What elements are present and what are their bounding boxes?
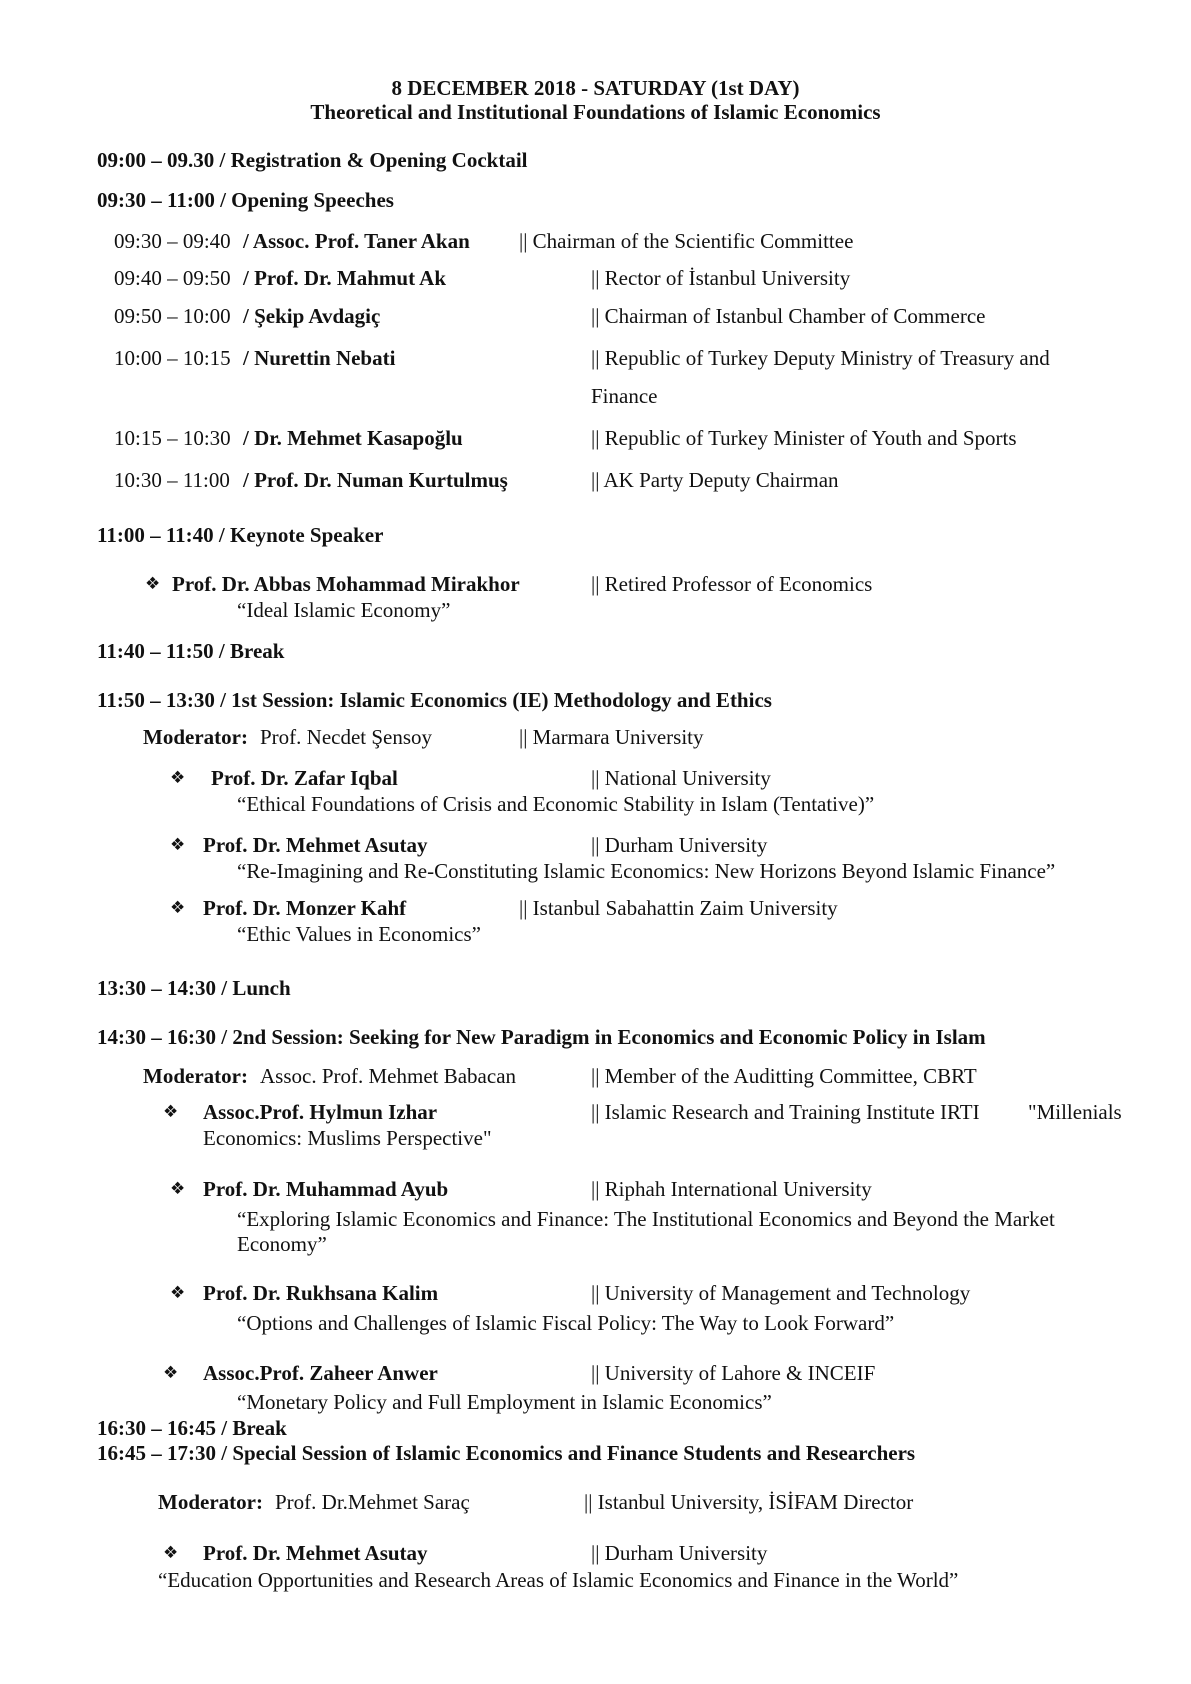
session2-heading: 14:30 – 16:30 / 2nd Session: Seeking for New Paradigm in Economics and Economic Policy in Islam <box>97 1025 986 1049</box>
talk-title: “Ethical Foundations of Crisis and Economic Stability in Islam (Tentative)” <box>237 792 875 816</box>
speech-speaker: / Şekip Avdagiç <box>243 304 381 328</box>
bullet-icon: ❖ <box>163 1543 179 1563</box>
special-session-heading: 16:45 – 17:30 / Special Session of Islamic Economics and Finance Students and Researchers <box>97 1441 916 1465</box>
day-theme: Theoretical and Institutional Foundations of Islamic Economics <box>310 100 881 124</box>
talk-affiliation: || Istanbul Sabahattin Zaim University <box>519 896 838 920</box>
talk-title: “Options and Challenges of Islamic Fiscal Policy: The Way to Look Forward” <box>237 1311 895 1335</box>
speech-time: 09:40 – 09:50 <box>114 266 231 290</box>
speech-role: || Republic of Turkey Deputy Ministry of Treasury and <box>591 346 1050 370</box>
keynote-speaker: Prof. Dr. Abbas Mohammad Mirakhor <box>172 572 520 596</box>
bullet-icon: ❖ <box>170 835 186 855</box>
moderator-name: Assoc. Prof. Mehmet Babacan <box>260 1064 517 1088</box>
speech-speaker: / Prof. Dr. Numan Kurtulmuş <box>243 468 508 492</box>
talk-speaker: Prof. Dr. Rukhsana Kalim <box>203 1281 439 1305</box>
bullet-icon: ❖ <box>163 1102 179 1122</box>
speech-time: 10:15 – 10:30 <box>114 426 231 450</box>
moderator-name: Prof. Necdet Şensoy <box>260 725 433 749</box>
speech-speaker: / Dr. Mehmet Kasapoğlu <box>243 426 463 450</box>
talk-speaker: Prof. Dr. Monzer Kahf <box>203 896 407 920</box>
moderator-label: Moderator: <box>143 1064 248 1088</box>
keynote-heading: 11:00 – 11:40 / Keynote Speaker <box>97 523 384 547</box>
talk-affiliation: || National University <box>591 766 771 790</box>
speech-time: 09:50 – 10:00 <box>114 304 231 328</box>
session1-heading: 11:50 – 13:30 / 1st Session: Islamic Economics (IE) Methodology and Ethics <box>97 688 772 712</box>
talk-affiliation: || Riphah International University <box>591 1177 872 1201</box>
moderator-name: Prof. Dr.Mehmet Saraç <box>275 1490 470 1514</box>
speech-time: 10:30 – 11:00 <box>114 468 230 492</box>
speech-role: || Rector of İstanbul University <box>591 266 851 290</box>
keynote-affiliation: || Retired Professor of Economics <box>591 572 873 596</box>
talk-title: “Ethic Values in Economics” <box>237 922 481 946</box>
moderator-label: Moderator: <box>158 1490 263 1514</box>
speech-speaker: / Nurettin Nebati <box>243 346 396 370</box>
speech-role: || Chairman of the Scientific Committee <box>519 229 854 253</box>
talk-title: “Education Opportunities and Research Areas of Islamic Economics and Finance in the World” <box>158 1568 959 1592</box>
talk-affiliation: || University of Lahore & INCEIF <box>591 1361 876 1385</box>
talk-speaker: Assoc.Prof. Zaheer Anwer <box>203 1361 438 1385</box>
talk-speaker: Prof. Dr. Mehmet Asutay <box>203 1541 428 1565</box>
talk-speaker: Prof. Dr. Zafar Iqbal <box>211 766 398 790</box>
bullet-icon: ❖ <box>170 768 186 788</box>
talk-speaker: Prof. Dr. Muhammad Ayub <box>203 1177 449 1201</box>
talk-affiliation: || Durham University <box>591 1541 768 1565</box>
talk-speaker: Prof. Dr. Mehmet Asutay <box>203 833 428 857</box>
speech-role: || AK Party Deputy Chairman <box>591 468 839 492</box>
break-heading: 16:30 – 16:45 / Break <box>97 1416 287 1440</box>
speech-time: 09:30 – 09:40 <box>114 229 231 253</box>
keynote-talk-title: “Ideal Islamic Economy” <box>237 598 451 622</box>
registration-heading: 09:00 – 09.30 / Registration & Opening Cocktail <box>97 148 528 172</box>
bullet-icon: ❖ <box>145 574 161 594</box>
opening-heading: 09:30 – 11:00 / Opening Speeches <box>97 188 394 212</box>
talk-title: "Millenials <box>1028 1100 1122 1124</box>
moderator-affiliation: || Member of the Auditting Committee, CBRT <box>591 1064 977 1088</box>
talk-affiliation: || University of Management and Technology <box>591 1281 971 1305</box>
moderator-affiliation: || Istanbul University, İSİFAM Director <box>584 1490 914 1514</box>
speech-role: || Republic of Turkey Minister of Youth and Sports <box>591 426 1017 450</box>
moderator-affiliation: || Marmara University <box>519 725 704 749</box>
talk-title-continued: Economics: Muslims Perspective" <box>203 1126 492 1150</box>
bullet-icon: ❖ <box>170 1179 186 1199</box>
bullet-icon: ❖ <box>170 1283 186 1303</box>
speech-time: 10:00 – 10:15 <box>114 346 231 370</box>
speech-speaker: / Prof. Dr. Mahmut Ak <box>243 266 447 290</box>
speech-speaker: / Assoc. Prof. Taner Akan <box>243 229 470 253</box>
speech-role-continued: Finance <box>591 384 658 408</box>
talk-speaker: Assoc.Prof. Hylmun Izhar <box>203 1100 438 1124</box>
bullet-icon: ❖ <box>170 898 186 918</box>
talk-title-continued: Economy” <box>237 1232 327 1256</box>
talk-title: “Re-Imagining and Re-Constituting Islamic Economics: New Horizons Beyond Islamic Finance” <box>237 859 1056 883</box>
lunch-heading: 13:30 – 14:30 / Lunch <box>97 976 291 1000</box>
talk-affiliation: || Durham University <box>591 833 768 857</box>
break-heading: 11:40 – 11:50 / Break <box>97 639 285 663</box>
talk-title: “Monetary Policy and Full Employment in Islamic Economics” <box>237 1390 772 1414</box>
talk-affiliation: || Islamic Research and Training Institute IRTI <box>591 1100 980 1124</box>
speech-role: || Chairman of Istanbul Chamber of Commerce <box>591 304 986 328</box>
moderator-label: Moderator: <box>143 725 248 749</box>
talk-title: “Exploring Islamic Economics and Finance: The Institutional Economics and Beyond the Market <box>237 1207 1055 1231</box>
bullet-icon: ❖ <box>163 1363 179 1383</box>
day-title: 8 DECEMBER 2018 - SATURDAY (1st DAY) <box>391 76 800 100</box>
